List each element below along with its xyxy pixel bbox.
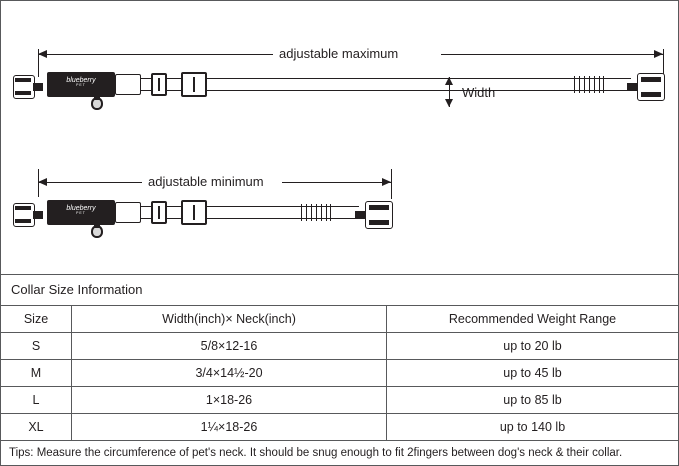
header-width-neck: Width(inch)× Neck(inch) — [72, 306, 387, 333]
cell-width-neck: 3/4×14½-20 — [72, 360, 387, 387]
clip-prong-bottom — [15, 91, 31, 95]
max-dim-line-left — [38, 54, 273, 55]
header-weight-range: Recommended Weight Range — [387, 306, 679, 333]
max-dim-line-right — [441, 54, 663, 55]
table-row — [1, 414, 678, 441]
collar-max — [1, 61, 679, 131]
right-clip-prong-bottom — [641, 92, 661, 97]
adjustable-minimum-label: adjustable minimum — [148, 174, 264, 189]
width-arrow-up — [445, 77, 453, 85]
strap-main — [141, 78, 631, 91]
min-arrow-left — [38, 178, 47, 186]
buckle-female-min — [115, 202, 141, 223]
cell-weight: up to 85 lb — [387, 387, 679, 414]
cell-width-neck: 1¼×18-26 — [72, 414, 387, 441]
brand-sub-min: PET — [76, 211, 86, 216]
brand-name: blueberry — [66, 77, 96, 84]
stitching-min — [301, 204, 331, 221]
cell-size: L — [1, 387, 72, 414]
cell-weight: up to 45 lb — [387, 360, 679, 387]
right-clip-prong-top — [641, 77, 661, 82]
clip-prong-top-min — [15, 206, 31, 210]
cell-size: S — [1, 333, 72, 360]
right-clip-prong-bottom-min — [369, 220, 389, 225]
table-row — [1, 333, 678, 360]
clip-prong-bottom-min — [15, 219, 31, 223]
min-arrow-right — [382, 178, 391, 186]
collar-right-clip-min — [355, 199, 399, 233]
width-arrow-down — [445, 99, 453, 107]
d-ring-stem-min — [94, 222, 100, 228]
table-row — [1, 387, 678, 414]
buckle-female — [115, 74, 141, 95]
brand-logo-min — [53, 205, 109, 216]
collar-diagram — [1, 1, 679, 268]
cell-size: M — [1, 360, 72, 387]
size-info-title: Collar Size Information — [1, 275, 678, 306]
cell-weight: up to 140 lb — [387, 414, 679, 441]
clip-neck — [33, 83, 43, 91]
brand-name-min: blueberry — [66, 205, 96, 212]
cell-width-neck: 1×18-26 — [72, 387, 387, 414]
stitching-max — [574, 76, 604, 93]
table-row — [1, 360, 678, 387]
d-ring-stem — [94, 94, 100, 100]
table-header-row — [1, 306, 678, 333]
size-table — [1, 306, 678, 441]
cell-width-neck: 5/8×12-16 — [72, 333, 387, 360]
cell-size: XL — [1, 414, 72, 441]
adjustable-maximum-label: adjustable maximum — [279, 46, 399, 61]
collar-size-information — [1, 274, 678, 465]
max-arrow-left — [38, 50, 47, 58]
header-size: Size — [1, 306, 72, 333]
strap-keeper — [151, 73, 167, 96]
min-dim-line-left — [38, 182, 142, 183]
brand-logo — [53, 77, 109, 88]
tri-glide-adjuster-min — [181, 200, 207, 225]
width-label: Width — [462, 85, 496, 100]
measurement-tips: Tips: Measure the circumference of pet's neck. It should be snug enough to fit 2fingers between dog's neck & their collar. — [9, 447, 623, 459]
clip-prong-top — [15, 78, 31, 82]
max-arrow-right — [654, 50, 663, 58]
cell-weight: up to 20 lb — [387, 333, 679, 360]
brand-sub: PET — [76, 83, 86, 88]
collar-right-clip — [627, 71, 671, 105]
strap-keeper-min — [151, 201, 167, 224]
collar-min — [1, 189, 679, 259]
clip-neck-min — [33, 211, 43, 219]
right-clip-prong-top-min — [369, 205, 389, 210]
min-dim-line-right — [282, 182, 391, 183]
tri-glide-adjuster — [181, 72, 207, 97]
